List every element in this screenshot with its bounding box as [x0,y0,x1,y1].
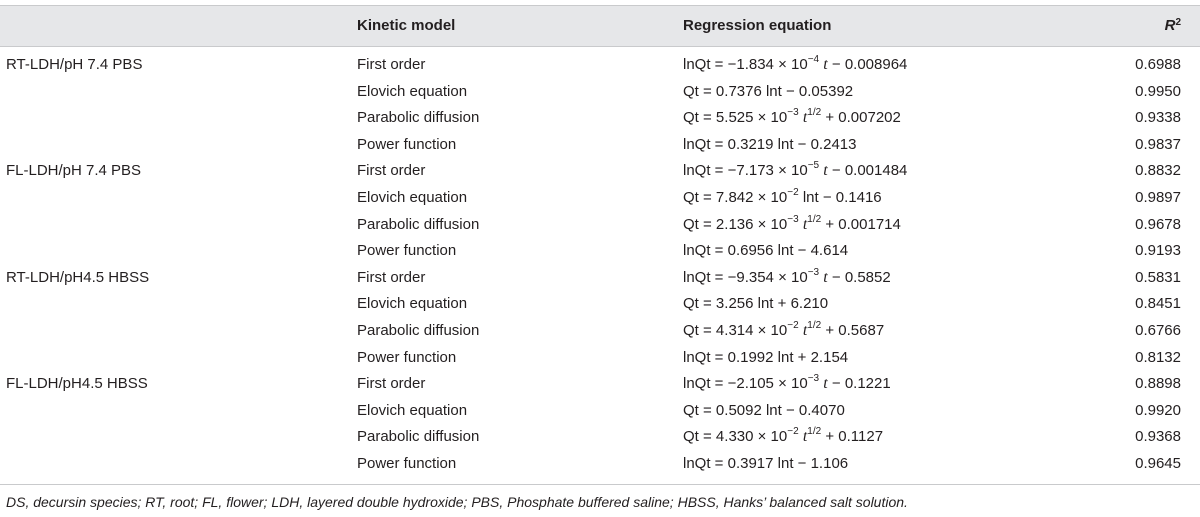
row-regression-equation [683,83,853,101]
row-kinetic-model: Parabolic diffusion [357,428,480,446]
row-kinetic-model: Parabolic diffusion [357,322,480,339]
row-group-label: RT-LDH/pH 7.4 PBS [6,56,143,73]
equation-part-exp: −3 [787,107,799,119]
equation-part-pre: Qt = 7.842 × 10 [683,189,788,206]
header-r-superscript: 2 [1175,17,1181,28]
equation-part-pre: lnQt = −7.173 × 10 [683,162,808,180]
row-kinetic-model: First order [357,162,426,180]
table-row [0,371,1200,398]
equation-part-pre: lnQt = −9.354 × 10 [683,268,808,286]
equation-part-varexp: 1/2 [807,213,822,225]
equation-part-post: + 0.5687 [821,322,885,339]
table-row [0,345,1200,372]
row-r-squared-value: 0.8832 [1135,162,1181,180]
equation-part-exp: −3 [787,213,799,225]
equation-part-post: lnt − 0.1416 [798,189,882,206]
equation-part-var: t [802,428,808,446]
row-regression-equation [683,266,891,287]
row-kinetic-model: First order [357,375,426,393]
equation-part-post: + 0.1127 [821,428,884,446]
row-kinetic-model: Power function [357,455,457,472]
row-kinetic-model: Elovich equation [357,295,468,313]
row-regression-equation [683,295,828,313]
row-r-squared-value: 0.9837 [1135,135,1181,153]
equation-part-pre: Qt = 0.7376 lnt − 0.05392 [683,82,854,100]
table-row [0,185,1200,212]
table-row [0,291,1200,318]
equation-part-pre: lnQt = 0.6956 lnt − 4.614 [683,242,849,260]
row-kinetic-model: First order [357,268,426,286]
header-r-squared [1165,17,1181,35]
table-row [0,105,1200,132]
equation-part-pre: lnQt = −1.834 × 10 [683,56,808,73]
row-kinetic-model: Power function [357,135,457,153]
equation-part-pre: lnQt = 0.3219 lnt − 0.2413 [683,135,857,153]
row-kinetic-model: Parabolic diffusion [357,215,480,233]
equation-part-var: t [823,56,828,73]
table-row [0,318,1200,345]
equation-part-pre: Qt = 3.256 lnt + 6.210 [683,295,829,313]
row-regression-equation [683,109,901,127]
row-r-squared-value: 0.8132 [1135,348,1181,366]
row-kinetic-model: Parabolic diffusion [357,109,480,127]
table-header [0,5,1200,47]
equation-part-post: − 0.008964 [827,56,908,73]
row-kinetic-model: Power function [357,348,457,366]
equation-part-exp: −4 [807,54,820,65]
row-group-label: FL-LDH/pH 7.4 PBS [6,162,142,180]
row-regression-equation [683,213,901,234]
row-r-squared-value: 0.9368 [1135,428,1181,446]
equation-part-pre: Qt = 5.525 × 10 [683,109,788,127]
equation-part-var: t [802,215,808,233]
row-group-label: RT-LDH/pH4.5 HBSS [6,268,150,286]
equation-part-pre: lnQt = −2.105 × 10 [683,375,808,393]
row-r-squared-value: 0.9897 [1135,189,1181,206]
equation-part-post: − 0.001484 [827,162,908,180]
row-r-squared-value: 0.9193 [1135,242,1181,260]
table-row [0,52,1200,79]
table-row [0,212,1200,239]
row-r-squared-value: 0.9950 [1135,82,1181,100]
row-r-squared-value: 0.9920 [1135,401,1181,419]
equation-part-var: t [802,322,808,339]
equation-part-exp: −2 [787,426,799,438]
header-r-letter: R [1164,17,1176,34]
table-row [0,265,1200,292]
row-regression-equation [683,242,848,260]
equation-part-post: − 0.5852 [827,268,891,286]
equation-part-post: + 0.001714 [821,215,901,233]
row-r-squared-value: 0.9645 [1135,455,1181,472]
row-regression-equation [683,56,907,74]
header-regression-equation: Regression equation [683,17,832,34]
row-regression-equation [683,136,856,154]
row-r-squared-value: 0.8451 [1135,295,1181,313]
table-row [0,424,1200,451]
row-regression-equation [683,455,848,473]
equation-part-varexp: 1/2 [807,320,822,331]
table-row [0,158,1200,185]
equation-part-pre: Qt = 4.314 × 10 [683,322,788,339]
equation-part-varexp: 1/2 [807,107,822,119]
table-row [0,398,1200,425]
row-regression-equation [683,375,891,393]
table-row [0,132,1200,159]
equation-part-post: − 0.1221 [827,375,891,393]
equation-part-pre: lnQt = 0.3917 lnt − 1.106 [683,455,849,472]
equation-part-exp: −5 [807,160,820,172]
row-regression-equation [683,322,884,340]
equation-part-var: t [823,375,828,393]
equation-part-pre: Qt = 4.330 × 10 [683,428,788,446]
equation-part-pre: Qt = 0.5092 lnt − 0.4070 [683,401,845,419]
equation-part-exp: −3 [807,266,820,278]
row-group-label: FL-LDH/pH4.5 HBSS [6,375,148,393]
table-footnote: DS, decursin species; RT, root; FL, flower; LDH, layered double hydroxide; PBS, Phosphate buffered saline; HBSS, Hanks’ balanced salt solution. [6,494,908,510]
equation-part-varexp: 1/2 [807,426,822,438]
equation-part-pre: lnQt = 0.1992 lnt + 2.154 [683,348,849,366]
row-kinetic-model: First order [357,56,426,73]
equation-part-var: t [823,162,828,180]
table-row [0,238,1200,265]
row-r-squared-value: 0.5831 [1135,268,1181,286]
row-kinetic-model: Power function [357,242,457,260]
equation-part-exp: −2 [787,320,799,331]
row-regression-equation [683,162,907,180]
equation-part-post: + 0.007202 [821,109,901,127]
equation-part-pre: Qt = 2.136 × 10 [683,215,788,233]
header-kinetic-model: Kinetic model [357,17,456,34]
row-kinetic-model: Elovich equation [357,401,468,419]
table-row [0,79,1200,106]
row-r-squared-value: 0.9338 [1135,109,1181,127]
row-r-squared-value: 0.6988 [1135,56,1181,73]
row-regression-equation [683,189,882,207]
table-row [0,451,1200,478]
row-regression-equation [683,428,883,446]
equation-part-var: t [823,268,828,286]
row-kinetic-model: Elovich equation [357,82,468,100]
equation-part-exp: −2 [787,187,799,198]
equation-part-var: t [802,109,808,127]
row-r-squared-value: 0.6766 [1135,322,1181,339]
row-kinetic-model: Elovich equation [357,189,468,206]
row-r-squared-value: 0.8898 [1135,375,1181,393]
table-bottom-rule [0,484,1200,485]
row-regression-equation [683,402,845,420]
equation-part-exp: −3 [807,373,820,385]
row-regression-equation [683,349,848,367]
row-r-squared-value: 0.9678 [1135,215,1181,233]
